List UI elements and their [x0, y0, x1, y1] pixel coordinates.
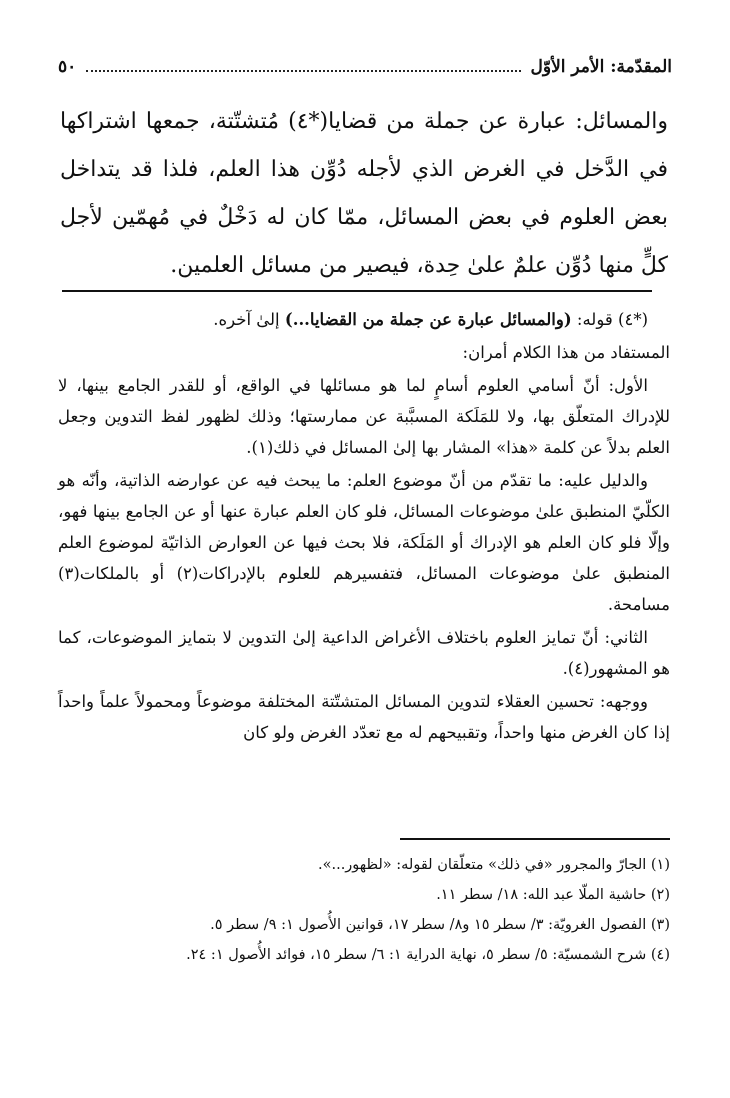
running-title: المقدّمة: الأمر الأوّل — [530, 57, 672, 77]
page-header — [58, 52, 672, 82]
footnote: (٣) الفصول الغرويّة: ٣/ سطر ١٥ و٨/ سطر ١٧، قوانين الأُصول ١: ٩/ سطر ٥. — [210, 917, 670, 933]
footnotes — [100, 850, 670, 970]
footnote: (٤) شرح الشمسيّة: ٥/ سطر ٥، نهاية الدراية ١: ٦/ سطر ١٥، فوائد الأُصول ١: ٢٤. — [186, 947, 670, 963]
commentary-paragraph: الأول: أنّ أسامي العلوم أسامٍ لما هو مسائلها في الواقع، أو للقدر الجامع بينها، لا للإدراك المتعلّق بها، ولا للمَلَكة المسبَّبة عن ممارستها؛ وذلك لظهور لفظ التدوين وجعل العلم بدلاً عن كلمة «هذا» المشار بها إلىٰ المسائل في ذلك(١). — [58, 376, 670, 457]
commentary-heading — [58, 304, 670, 335]
commentary-heading-quote: (والمسائل عبارة عن جملة من القضايا...) — [284, 310, 572, 329]
commentary-heading-suffix: إلىٰ آخره. — [213, 310, 285, 329]
commentary-paragraph: والدليل عليه: ما تقدّم من أنّ موضوع العلم: ما يبحث فيه عن عوارضه الذاتية، وأنّه هو الكلّيّ المنطبق علىٰ موضوعات المسائل، فلو كان العلم عبارة عنها أو عن الجامع بينها فهو، وإلّا فلو كان العلم هو الإدراك أو المَلَكة، فلا بحث فيها عن العوارض الذاتيّة لموضوع العلم المنطبق علىٰ موضوعات المسائل، فتفسيرهم للعلوم بالإدراكات(٢) أو بالملكات(٣) مسامحة. — [58, 471, 670, 614]
footnotes-separator — [400, 838, 670, 840]
footnote: (١) الجارّ والمجرور «في ذلك» متعلّقان لقوله: «لظهور...». — [318, 857, 670, 873]
commentary-paragraph: ووجهه: تحسين العقلاء لتدوين المسائل المتشتّتة المختلفة موضوعاً ومحمولاً علماً واحداً إذا كان الغرض منها واحداً، وتقبيحهم له مع تعدّد الغرض ولو كان — [58, 692, 670, 742]
commentary — [58, 304, 670, 750]
main-text: والمسائل: عبارة عن جملة من قضايا(*٤) مُتشتّتة، جمعها اشتراكها في الدَّخل في الغرض الذي لأجله دُوِّن هذا العلم، فلذا قد يتداخل بعض العلوم في بعض المسائل، ممّا كان له دَخْلٌ في مُهمّين لأجل كلٍّ منها دُوِّن علمٌ علىٰ حِدة، فيصير من مسائل العلمين. — [60, 109, 668, 278]
commentary-paragraph: الثاني: أنّ تمايز العلوم باختلاف الأغراض الداعية إلىٰ التدوين لا بتمايز الموضوعات، كما هو المشهور(٤). — [58, 628, 670, 678]
commentary-separator — [62, 290, 652, 292]
commentary-paragraph: المستفاد من هذا الكلام أمران: — [462, 343, 670, 362]
commentary-heading-prefix: (*٤) قوله: — [571, 310, 648, 329]
page-number: ٥٠ — [58, 57, 77, 77]
footnote: (٢) حاشية الملّا عبد الله: ١٨/ سطر ١١. — [436, 887, 670, 903]
header-dot-leader — [86, 70, 520, 72]
